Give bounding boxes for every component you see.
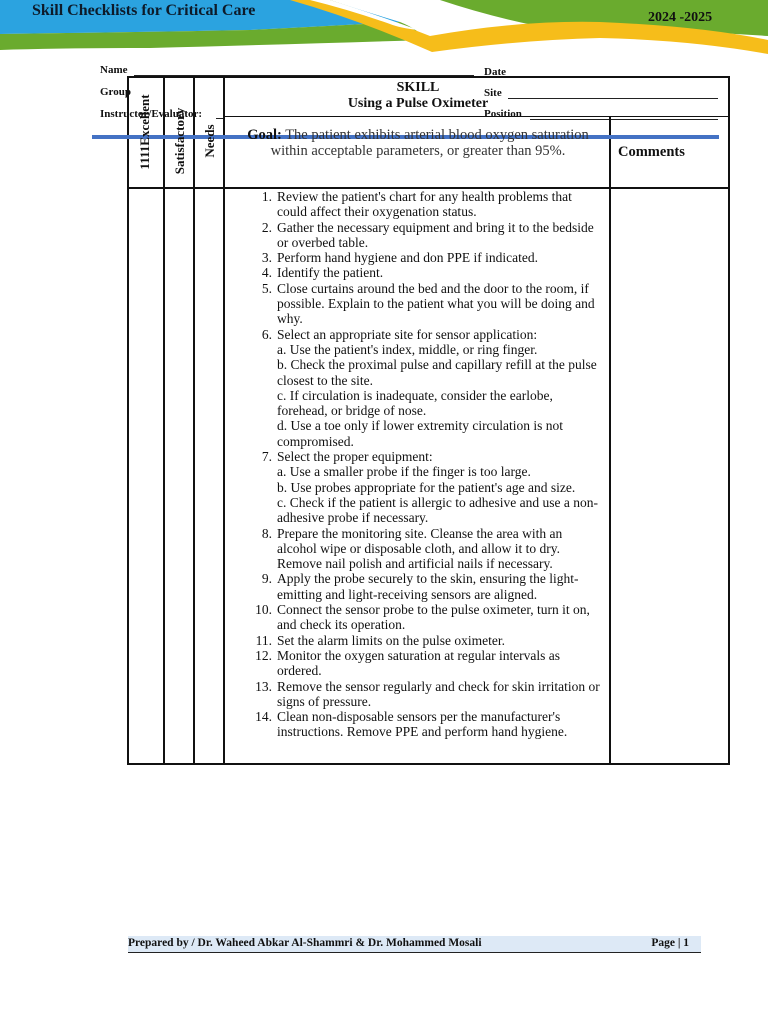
step-text: Monitor the oxygen saturation at regular intervals as ordered. [277,647,561,679]
step-item [250,265,605,280]
skill-name: Using a Pulse Oximeter [347,96,489,111]
step-item [250,220,605,251]
goal-statement [232,127,604,159]
step-text: Select an appropriate site for sensor application: [277,326,538,342]
step-item [250,250,605,265]
step-number: 14. [255,709,272,725]
step-number: 5. [261,280,272,296]
step-sub-item: c. If circulation is inadequate, consider the earlobe, forehead, or bridge of nose. [277,387,553,419]
skill-title: SKILL [396,80,440,95]
step-text: Select the proper equipment: [277,449,433,465]
step-number: 9. [261,571,272,587]
step-text: Prepare the monitoring site. Cleanse the area with an alcohol wipe or disposable cloth, and allow it to dry. Remove nail polish and artificial nails if necessary. [277,525,563,572]
step-item [250,709,605,740]
step-number: 6. [261,326,272,342]
step-number: 4. [261,265,272,281]
step-number: 10. [255,602,272,618]
step-item [250,327,605,449]
instructor-label: Instructor/Evaluator: [100,108,203,120]
step-sub-item: b. Check the proximal pulse and capillary refill at the pulse closest to the site. [277,357,597,388]
step-sub-item: a. Use a smaller probe if the finger is too large. [277,464,531,480]
date-label: Date [484,66,506,78]
col-divider-3 [223,76,225,765]
excellent-column-header: 1111Excellent [137,94,152,170]
step-item [250,602,605,633]
step-number: 13. [255,678,272,694]
col-divider-1 [163,76,165,765]
step-text: Close curtains around the bed and the door to the room, if possible. Explain to the patient what you will be doing and why. [277,280,595,327]
step-text: Set the alarm limits on the pulse oximeter. [277,632,505,648]
procedure-steps [250,189,605,740]
step-text: Gather the necessary equipment and bring it to the bedside or overbed table. [277,219,594,250]
step-number: 11. [255,632,272,648]
col-divider-2 [193,76,195,765]
step-sub-item: a. Use the patient's index, middle, or ring finger. [277,341,538,357]
step-number: 3. [261,250,272,266]
academic-year: 2024 -2025 [648,10,713,25]
step-sub-item: c. Check if the patient is allergic to adhesive and use a non-adhesive probe if necessary. [277,494,599,526]
goal-text: The patient exhibits arterial blood oxygen saturation within acceptable parameters, or greater than 95%. [270,127,589,159]
comments-column-header: Comments [618,144,685,160]
step-text: Perform hand hygiene and don PPE if indicated. [277,250,538,266]
skill-header-divider [224,116,729,117]
step-number: 12. [255,647,272,663]
group-label: Group [100,86,131,98]
col-divider-4 [609,116,611,765]
step-item [250,526,605,572]
step-text: Review the patient's chart for any health problems that could affect their oxygenation status. [277,189,572,220]
position-label: Position [484,108,522,120]
name-label: Name [100,64,128,76]
step-number: 7. [261,449,272,465]
step-text: Clean non-disposable sensors per the manufacturer's instructions. Remove PPE and perform hand hygiene. [277,709,568,740]
needs-column-header: Needs [202,124,217,158]
step-item [250,189,605,220]
step-text: Connect the sensor probe to the pulse oximeter, turn it on, and check its operation. [277,602,590,633]
step-item [250,281,605,327]
step-text: Remove the sensor regularly and check for skin irritation or signs of pressure. [277,678,600,709]
step-item [250,633,605,648]
step-item [250,679,605,710]
page-number: Page | 1 [651,937,689,949]
step-number: 1. [261,189,272,204]
site-label: Site [484,87,502,99]
satisfactory-column-header: Satisfactory [172,107,187,175]
step-number: 2. [261,219,272,235]
step-text: Identify the patient. [277,265,384,281]
step-item [250,648,605,679]
step-number: 8. [261,525,272,541]
footer [128,936,701,953]
step-sub-item: d. Use a toe only if lower extremity circulation is not compromised. [277,418,564,449]
goal-label: Goal: [247,127,282,143]
prepared-by: Prepared by / Dr. Waheed Abkar Al-Shammri & Dr. Mohammed Mosali [128,937,482,949]
step-text: Apply the probe securely to the skin, ensuring the light-emitting and light-receiving sensors are aligned. [277,571,579,602]
document-title: Skill Checklists for Critical Care [32,2,256,19]
step-item [250,449,605,525]
step-item [250,571,605,602]
step-sub-item: b. Use probes appropriate for the patient's age and size. [277,479,576,495]
